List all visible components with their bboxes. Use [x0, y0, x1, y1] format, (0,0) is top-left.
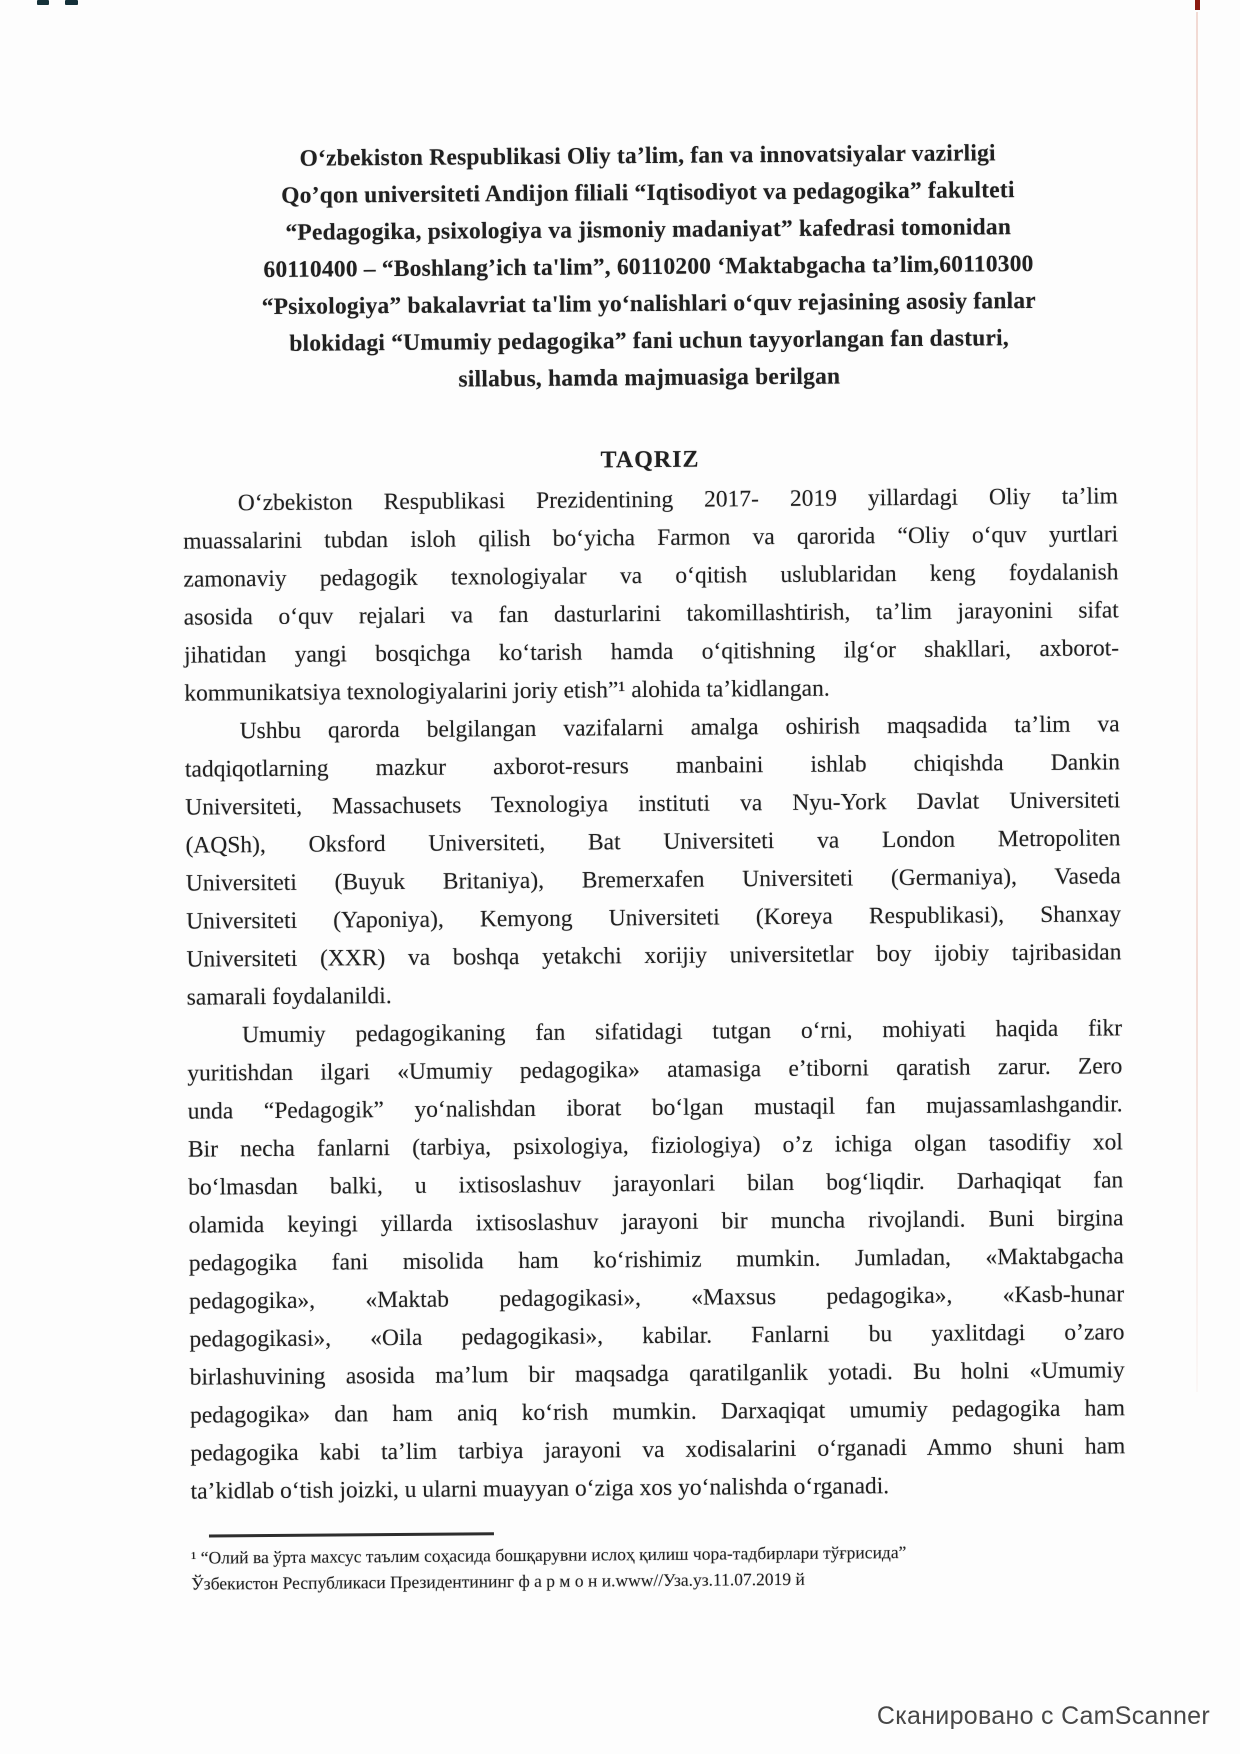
document-body [183, 477, 1126, 1510]
header-line: Qo’qon universiteti Andijon filiali “Iqtisodiyot va pedagogika” fakulteti [281, 177, 1015, 209]
footnote [191, 1537, 1126, 1596]
text-line: pedagogika fani misolida ham ko‘rishimiz mumkin. Jumladan, «Maktabgacha [188, 1243, 1124, 1277]
header-line: sillabus, hamda majmuasiga berilgan [458, 363, 841, 393]
text-line: birlashuvining asosida ma’lum bir maqsadga qaratilganlik yotadi. Bu holni «Umumiy [189, 1357, 1125, 1391]
header-line: “Psixologiya” bakalavriat ta'lim yo‘nalishlari o‘quv rejasining asosiy fanlar [261, 287, 1037, 321]
footnote-line: Ўзбекистон Республикаси Президентининг ф а р м о н и.www//Уза.уз.11.07.2019 й [191, 1568, 805, 1594]
document-content [180, 134, 1126, 1596]
paper-edge-line [1196, 12, 1198, 1392]
text-line: samarali foydalanildi. [186, 983, 392, 1011]
footnote-line: ¹ “Олий ва ўрта махсус таълим соҳасида бошқарувни ислоҳ қилиш чора-тадбирлари тўғрисида” [191, 1542, 907, 1568]
text-line: olamida keyingi yillarda ixtisoslashuv jarayoni bir muncha rivojlandi. Buni birgina [188, 1205, 1124, 1239]
text-line: Universiteti (XXR) va boshqa yetakchi xorijiy universitetlar boy ijobiy tajribasidan [186, 939, 1122, 973]
header-line: blokidagi “Umumiy pedagogika” fani uchun tayyorlangan fan dasturi, [289, 325, 1010, 357]
text-line: ta’kidlab o‘tish joizki, u ularni muayyan o‘ziga xos yo‘nalishda o‘rganadi. [190, 1473, 890, 1505]
scan-red-mark [1195, 0, 1200, 10]
text-line: Universiteti (Buyuk Britaniya), Bremerxafen Universiteti (Germaniya), Vaseda [185, 863, 1121, 897]
text-line: Universiteti (Yaponiya), Kemyong Universiteti (Koreya Respublikasi), Shanxay [186, 901, 1122, 935]
text-line: kommunikatsiya texnologiyalarini joriy etish”¹ alohida ta’kidlangan. [184, 675, 830, 707]
body-paragraph [183, 477, 1120, 712]
text-line: pedagogika» dan ham aniq ko‘rish mumkin. Darxaqiqat umumiy pedagogika ham [189, 1395, 1126, 1429]
header-line: “Pedagogika, psixologiya va jismoniy madaniyat” kafedrasi tomonidan [285, 214, 1012, 246]
text-line: (AQSh), Oksford Universiteti, Bat Universiteti va London Metropoliten [185, 825, 1121, 859]
text-line: pedagogika», «Maktab pedagogikasi», «Maxsus pedagogika», «Kasb-hunar [189, 1281, 1125, 1315]
document-title: TAQRIZ [600, 446, 700, 474]
body-paragraph [184, 705, 1121, 1016]
header-line: 60110400 – “Boshlang’ich ta'lim”, 60110200 ‘Maktabgacha ta’lim,60110300 [263, 250, 1034, 284]
text-line: tadqiqotlarning mazkur axborot-resurs manbaini ishlab chiqishda Dankin [184, 749, 1121, 783]
footnote-rule [209, 1532, 494, 1537]
text-line: yuritishdan ilgari «Umumiy pedagogika» atamasiga e’tiborni qaratish zarur. Zero [187, 1053, 1123, 1087]
text-line: muassalarini tubdan isloh qilish bo‘yicha Farmon va qarorida “Oliy o‘quv yurtlari [183, 521, 1119, 555]
text-line: Universiteti, Massachusets Texnologiya instituti va Nyu-York Davlat Universiteti [185, 787, 1121, 821]
text-line: zamonaviy pedagogik texnologiyalar va o‘qitish uslublaridan keng foydalanish [183, 559, 1119, 593]
text-line: O‘zbekiston Respublikasi Prezidentining 2017- 2019 yillardagi Oliy ta’lim [237, 483, 1118, 517]
document-header [180, 134, 1117, 400]
header-line: O‘zbekiston Respublikasi Oliy ta’lim, fan va innovatsiyalar vazirligi [299, 140, 996, 172]
scan-speck [37, 0, 49, 5]
text-line: asosida o‘quv rejalari va fan dasturlarini takomillashtirish, ta’lim jarayonini sifat [183, 597, 1119, 631]
text-line: pedagogika kabi ta’lim tarbiya jarayoni va xodisalarini o‘rganadi Ammo shuni ham [190, 1433, 1126, 1467]
scan-speck [65, 0, 78, 5]
text-line: Bir necha fanlarni (tarbiya, psixologiya, fiziologiya) o’z ichiga olgan tasodifiy xol [187, 1129, 1124, 1163]
text-line: bo‘lmasdan balki, u ixtisoslashuv jarayonlari bilan bog‘liqdir. Darhaqiqat fan [188, 1167, 1124, 1201]
body-paragraph [187, 1009, 1126, 1510]
text-line: jihatidan yangi bosqichga ko‘tarish hamda o‘qitishning ilg‘or shakllari, axborot- [183, 635, 1120, 669]
text-line: unda “Pedagogik” yo‘nalishdan iborat bo‘lgan mustaqil fan mujassamlashgandir. [187, 1091, 1123, 1125]
text-line: Umumiy pedagogikaning fan sifatidagi tutgan o‘rni, mohiyati haqida fikr [241, 1015, 1123, 1049]
camscanner-watermark: Сканировано с CamScanner [876, 1702, 1210, 1730]
text-line: Ushbu qarorda belgilangan vazifalarni amalga oshirish maqsadida ta’lim va [239, 711, 1120, 745]
text-line: pedagogikasi», «Oila pedagogikasi», kabilar. Fanlarni bu yaxlitdagi o’zaro [189, 1319, 1125, 1353]
